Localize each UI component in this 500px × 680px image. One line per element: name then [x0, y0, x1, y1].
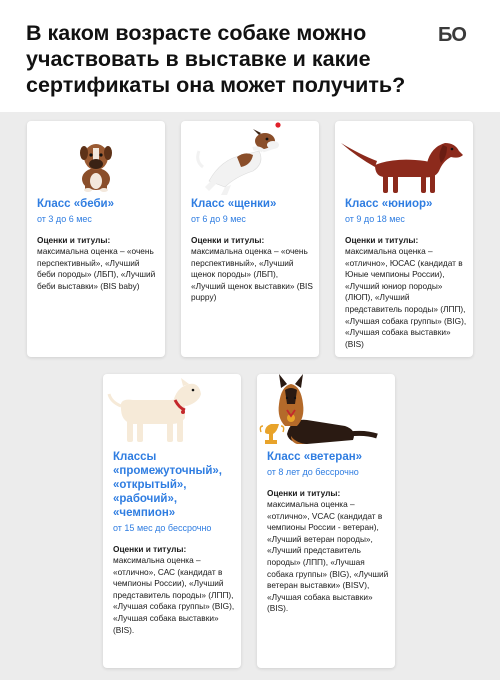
card-titles-heading: Оценки и титулы:	[37, 235, 111, 245]
bull-terrier-icon	[103, 374, 241, 454]
class-card-baby	[27, 121, 165, 357]
card-title: Класс «юниор»	[345, 198, 433, 210]
card-age-range: от 6 до 9 мес	[191, 214, 246, 224]
class-card-puppy	[181, 121, 319, 357]
card-titles-text: максимальна оценка – «отлично», VCAC (кандидат в чемпионы России - ветеран), «Лучший ветеран породы», «Лучший представитель породы» (ЛПП), «Лучшая собака группы» (BIG), «Лучший ветеран выставки» (BISV), «Лучшая собака выставки» (BIS).	[267, 499, 389, 614]
card-age-range: от 15 мес до бессрочно	[113, 523, 212, 533]
publisher-logo: БО	[438, 24, 466, 46]
card-title: Класс «щенки»	[191, 198, 277, 210]
card-titles-heading: Оценки и титулы:	[191, 235, 265, 245]
jumping-puppy-icon	[181, 121, 319, 201]
card-age-range: от 9 до 18 мес	[345, 214, 405, 224]
card-titles-text: максимальна оценка – «очень перспективный», «Лучший щенок породы» (ЛБП), «Лучший щенок выставки» (BIS puppy)	[191, 246, 313, 303]
card-title: Классы «промежуточный», «открытый», «рабочий», «чемпион»	[113, 451, 223, 519]
page-title: В каком возрасте собаке можно участвовать в выставке и какие сертификаты она может получить?	[26, 21, 406, 97]
card-titles-text: максимальна оценка – «отлично», ЮСАС (кандидат в Юные чемпионы России), «Лучший юниор породы» (ЛЮП), «Лучший представитель породы» (ЛПП), «Лучшая собака группы» (BIG), «Лучшая собака выставки» (BIS)	[345, 246, 467, 349]
setter-dog-icon	[335, 121, 473, 201]
class-card-adult	[103, 374, 241, 668]
card-titles-heading: Оценки и титулы:	[345, 235, 419, 245]
card-titles-heading: Оценки и титулы:	[267, 488, 341, 498]
veteran-shepherd-trophy-icon	[257, 374, 395, 454]
card-title: Класс «ветеран»	[267, 451, 363, 463]
class-card-junior	[335, 121, 473, 357]
class-card-veteran	[257, 374, 395, 668]
card-age-range: от 8 лет до бессрочно	[267, 467, 359, 477]
card-titles-text: максимальна оценка – «отлично», САС (кандидат в чемпионы России), «Лучший представитель породы» (ЛПП), «Лучшая собака группы» (BIG), «Лучшая собака выставки» (BIS).	[113, 555, 235, 635]
card-age-range: от 3 до 6 мес	[37, 214, 92, 224]
card-titles-heading: Оценки и титулы:	[113, 544, 187, 554]
card-title: Класс «беби»	[37, 198, 115, 210]
card-titles-text: максимальна оценка – «очень перспективный», «Лучший беби породы» (ЛБП), «Лучший беби выставки» (BIS baby)	[37, 246, 156, 291]
boxer-puppy-icon	[27, 121, 165, 201]
